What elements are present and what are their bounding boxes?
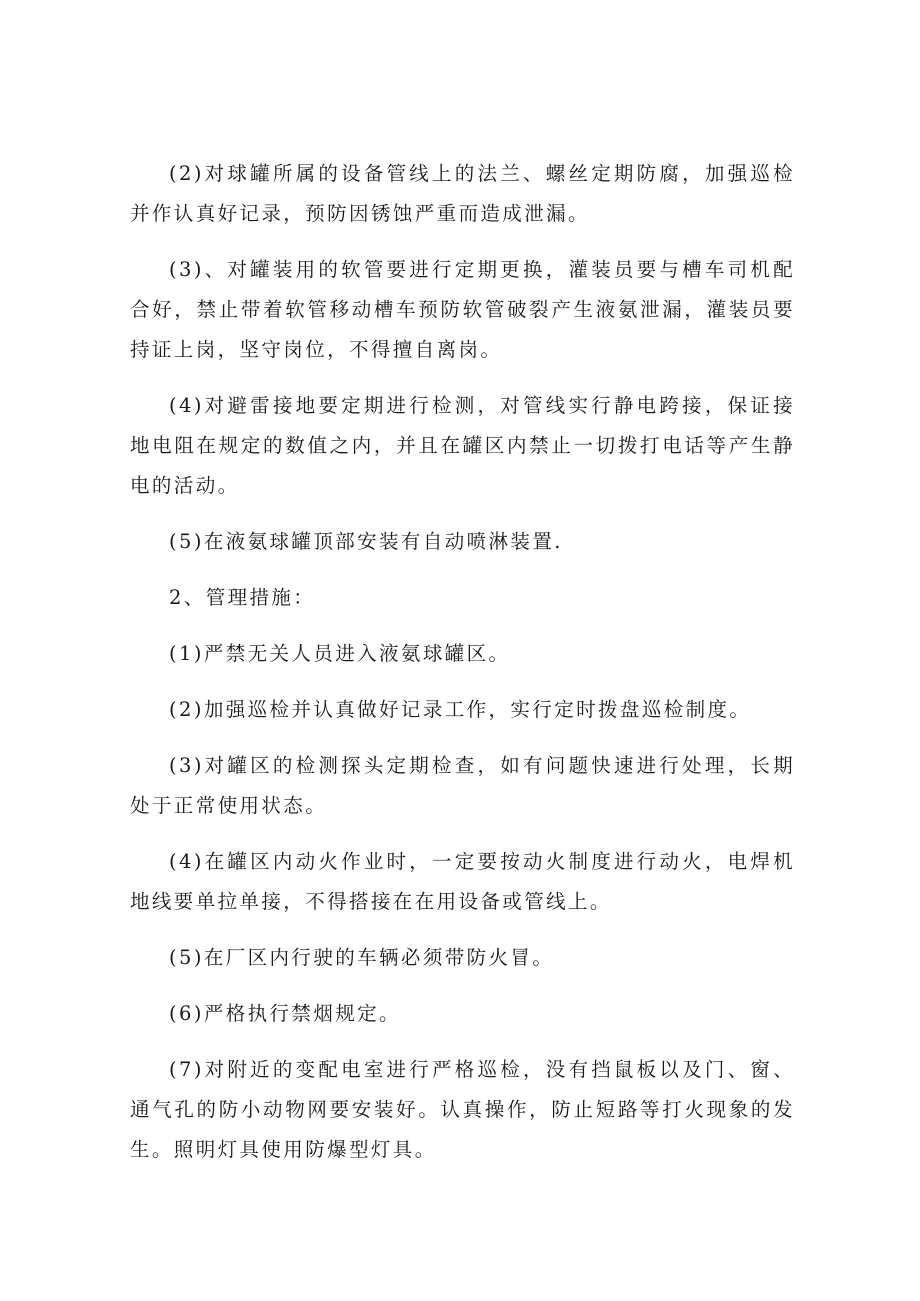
paragraph-inspection-records: (2)加强巡检并认真做好记录工作，实行定时拨盘巡检制度。	[169, 698, 752, 721]
paragraph-lightning-grounding: (4)对避雷接地要定期进行检测，对管线实行静电跨接，保证接地电阻在规定的数值之内，并且在罐区内禁止一切拨打电话等产生静电的活动。	[130, 394, 795, 497]
section-heading-management: 2、管理措施：	[169, 586, 316, 609]
paragraph-detector-check: (3)对罐区的检测探头定期检查，如有问题快速进行处理，长期处于正常使用状态。	[130, 754, 795, 817]
paragraph-equipment-anticorrosion: (2)对球罐所属的设备管线上的法兰、螺丝定期防腐，加强巡检并作认真好记录，预防因锈蚀严重而造成泄漏。	[130, 162, 795, 225]
paragraph-hot-work: (4)在罐区内动火作业时，一定要按动火制度进行动火，电焊机地线要单拉单接，不得搭接在在用设备或管线上。	[130, 850, 795, 913]
paragraph-hose-replacement: (3)、对罐装用的软管要进行定期更换，灌装员要与槽车司机配合好，禁止带着软管移动槽车预防软管破裂产生液氨泄漏，灌装员要持证上岗，坚守岗位，不得擅自离岗。	[130, 258, 795, 361]
paragraph-no-smoking: (6)严格执行禁烟规定。	[169, 1002, 401, 1025]
paragraph-no-unauthorized: (1)严禁无关人员进入液氨球罐区。	[169, 642, 511, 665]
paragraph-substation-inspection: (7)对附近的变配电室进行严格巡检，没有挡鼠板以及门、窗、通气孔的防小动物网要安装好。认真操作，防止短路等打火现象的发生。照明灯具使用防爆型灯具。	[130, 1058, 795, 1161]
paragraph-spray-device: (5)在液氨球罐顶部安装有自动喷淋装置.	[169, 530, 563, 553]
document-body	[130, 154, 795, 1170]
paragraph-vehicle-fire-cap: (5)在厂区内行驶的车辆必须带防火冒。	[169, 946, 555, 969]
